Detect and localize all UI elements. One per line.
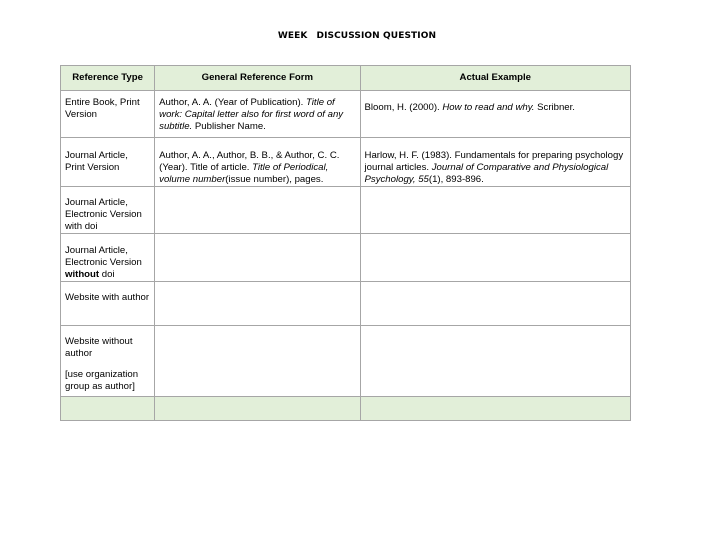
cell-type: Entire Book, Print Version bbox=[61, 91, 155, 138]
type-label: Website without author bbox=[65, 336, 133, 359]
type-note: [use organization group as author] bbox=[65, 369, 139, 392]
table-footer-row bbox=[61, 397, 631, 421]
title-discussion: DISCUSSION QUESTION bbox=[316, 31, 437, 41]
cell-type: Journal Article, Electronic Version without doi bbox=[61, 234, 155, 282]
cell-form bbox=[155, 326, 360, 397]
cell-example bbox=[360, 187, 630, 234]
cell-empty bbox=[155, 397, 360, 421]
title-week: WEEK bbox=[277, 31, 308, 41]
cell-form bbox=[155, 187, 360, 234]
cell-empty bbox=[360, 397, 630, 421]
cell-example bbox=[360, 326, 630, 397]
cell-type: Journal Article, Print Version bbox=[61, 138, 155, 187]
reference-table bbox=[60, 65, 631, 421]
cell-empty bbox=[61, 397, 155, 421]
header-reference-type: Reference Type bbox=[61, 66, 155, 91]
cell-type: Journal Article, Electronic Version with doi bbox=[61, 187, 155, 234]
cell-form: Author, A. A. (Year of Publication). Title of work: Capital letter also for first word of any subtitle. Publisher Name. bbox=[155, 91, 360, 138]
table-row bbox=[61, 326, 631, 397]
table-row bbox=[61, 234, 631, 282]
table-header-row bbox=[61, 66, 631, 91]
cell-form bbox=[155, 234, 360, 282]
cell-form bbox=[155, 282, 360, 326]
table-row bbox=[61, 187, 631, 234]
cell-example: Bloom, H. (2000). How to read and why. Scribner. bbox=[360, 91, 630, 138]
cell-example bbox=[360, 282, 630, 326]
table-row bbox=[61, 138, 631, 187]
cell-example: Harlow, H. F. (1983). Fundamentals for preparing psychology journal articles. Journal of Comparative and Physiological Psychology, 55(1), 893-896. bbox=[360, 138, 630, 187]
cell-type: Website with author bbox=[61, 282, 155, 326]
cell-example bbox=[360, 234, 630, 282]
header-general-form: General Reference Form bbox=[155, 66, 360, 91]
cell-type bbox=[61, 326, 155, 397]
cell-form: Author, A. A., Author, B. B., & Author, C. C. (Year). Title of article. Title of Periodical, volume number(issue number), pages. bbox=[155, 138, 360, 187]
table-row bbox=[61, 91, 631, 138]
table-row bbox=[61, 282, 631, 326]
page-title bbox=[0, 31, 714, 41]
header-actual-example: Actual Example bbox=[360, 66, 630, 91]
